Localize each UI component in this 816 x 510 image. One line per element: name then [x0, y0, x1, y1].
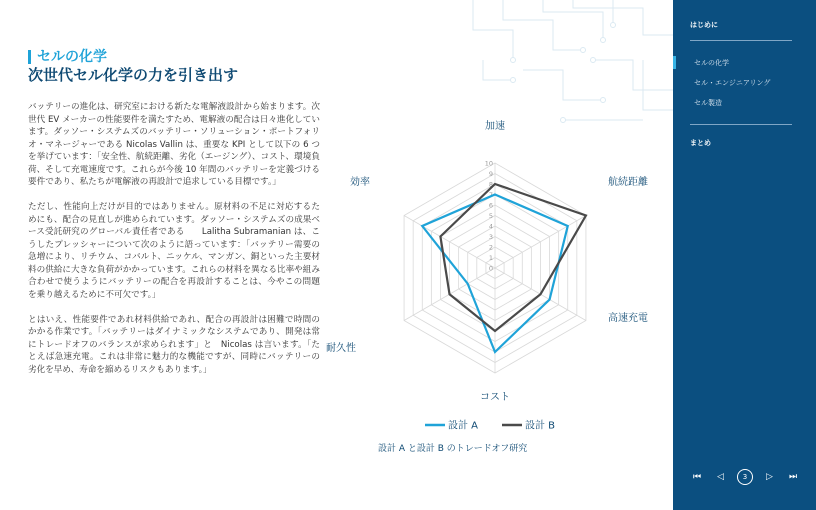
tick-label: 0 [488, 264, 493, 273]
paragraph: ただし、性能向上だけが目的ではありません。原材料の不足に対応するためにも、配合の見直しが進められています。ダッソー・システムズの成果ベース受託研究のグローバル責任者である Lalitha Subramanian は、こうしたプレッシャーについて次のように語っています：「バッテリー需要の急増により、リチウム、コバルト、ニッケル、マンガン、銅といった主要材料の供給に大きな負荷がかかっています。これらの材料を異なる比率や組み合わせで使うようにバッテリーの配合を再設計することは、今やこの問題を乗り越えるために不可欠です。」 [28, 202, 320, 300]
prev-icon[interactable]: ◁ [717, 472, 724, 482]
tick-label: 5 [488, 212, 493, 220]
axis-label: 航続距離 [608, 177, 648, 188]
sidebar-divider [690, 124, 792, 125]
section-header [28, 49, 238, 84]
section-title-text: セルの化学 [37, 49, 107, 65]
axis-label: 効率 [350, 177, 370, 188]
active-indicator [673, 56, 676, 69]
tick-label: 10 [484, 159, 493, 168]
tick-label: 1 [488, 254, 493, 262]
section-marker [28, 50, 31, 64]
sidebar-item-summary[interactable]: まとめ [690, 139, 711, 147]
tick-label: 3 [488, 233, 493, 241]
sidebar-item-cell-chemistry[interactable]: セルの化学 [694, 59, 729, 67]
chart-caption: 設計 A と設計 B のトレードオフ研究 [378, 444, 528, 454]
axis-label: 加速 [485, 121, 505, 132]
tick-label: 4 [488, 222, 493, 231]
paragraph: バッテリーの進化は、研究室における新たな電解液設計から始まります。次世代 EV メーカーの性能要件を満たすため、電解液の配合は日々進化しています。ダッソー・システムズのバッテリー・ソリューション・ポートフォリオ・マネージャーである Nicolas Vallin は、重要な KPI として以下の 6 つを挙げています：「安全性、航続距離、劣化（エージング）、コスト、環境負荷、そして充電速度です。これらが今後 10 年間のバッテリーを定義づける要件であり、私たちが電解液の再設計で追求している目標です。」 [28, 102, 320, 187]
tick-label: 6 [488, 201, 493, 210]
sidebar [673, 0, 816, 510]
skip-first-icon[interactable]: ⏮ [692, 472, 702, 482]
sidebar-item-intro[interactable]: はじめに [690, 21, 718, 29]
article-body [28, 101, 320, 389]
skip-last-icon[interactable]: ⏭ [788, 472, 798, 482]
tick-label: 9 [488, 170, 493, 178]
tick-label: 2 [488, 243, 493, 252]
axis-label: 高速充電 [608, 313, 648, 324]
radar-chart [326, 105, 660, 465]
tick-label: 7 [488, 191, 493, 199]
radar-chart-svg [326, 105, 660, 435]
paragraph: とはいえ、性能要件であれ材料供給であれ、配合の再設計は困難で時間のかかる作業です。「バッテリーはダイナミックなシステムであり、開発は常にトレードオフのバランスが求められます」と Nicolas は言います。「たとえば急速充電。これは非常に魅力的な機能ですが、同時にバッテリーの劣化を早め、寿命を縮めるリスクもあります。」 [28, 314, 320, 375]
section-title [28, 49, 238, 65]
page-number[interactable]: 3 [737, 469, 753, 485]
legend-label: 設計 A [448, 420, 479, 432]
next-icon[interactable]: ▷ [766, 472, 773, 482]
tick-label: 8 [488, 180, 493, 189]
page-headline: 次世代セル化学の力を引き出す [28, 66, 239, 84]
legend-label: 設計 B [525, 420, 556, 432]
sidebar-divider [690, 40, 792, 41]
axis-label: コスト [480, 392, 510, 403]
axis-label: 耐久性 [326, 343, 356, 354]
page-navigation [690, 468, 800, 486]
sidebar-item-cell-engineering[interactable]: セル・エンジニアリング [694, 79, 771, 87]
sidebar-item-cell-manufacturing[interactable]: セル製造 [694, 99, 722, 107]
